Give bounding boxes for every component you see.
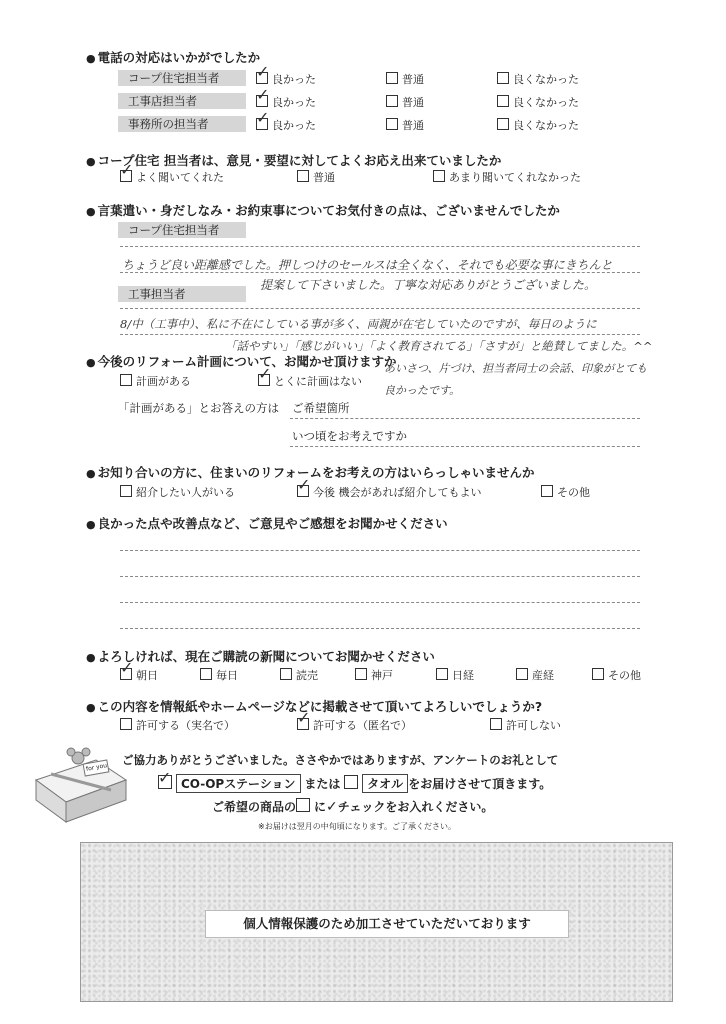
q1-coop-normal[interactable]: 普通 <box>386 72 424 86</box>
checkbox[interactable] <box>386 118 398 130</box>
q7-opt-asahi[interactable]: ✓朝日 <box>120 668 158 682</box>
divider <box>120 602 640 603</box>
q8-title: ● この内容を情報紙やホームページなどに掲載させて頂いてよろしいでしょうか? <box>86 697 542 715</box>
q6-title: ● 良かった点や改善点など、ご意見やご感想をお聞かせください <box>86 514 448 532</box>
checkbox[interactable] <box>280 668 292 680</box>
q4-title: ● 今後のリフォーム計画について、お聞かせ頂けますか <box>86 352 397 370</box>
gift-checkbox-coop[interactable] <box>158 775 172 789</box>
q8-opt-anonymous[interactable]: ✓ 許可する（匿名で） <box>297 718 412 732</box>
q3-label-coop: コープ住宅担当者 <box>118 222 246 238</box>
q2-opt-good[interactable]: ✓よく聞いてくれた <box>120 170 224 184</box>
checkbox[interactable] <box>120 170 132 182</box>
sample-box <box>296 798 310 812</box>
q1-title: ● 電話の対応はいかがでしたか <box>86 48 260 66</box>
q7-opt-yomiuri[interactable]: 読売 <box>280 668 318 682</box>
q1-label-office: 事務所の担当者 <box>118 116 246 132</box>
q4-plan-lead: 「計画がある」とお答えの方は <box>118 401 279 415</box>
divider <box>120 550 640 551</box>
checkbox[interactable] <box>433 170 445 182</box>
thanks-line1: ご協力ありがとうございました。ささやかではありますが、アンケートのお礼として <box>122 753 559 767</box>
q1-coop-bad[interactable]: 良くなかった <box>497 72 579 86</box>
q3-handwriting-2a: 8/中（工事中）、私に不在にしている事が多く、両親が在宅していたのですが、毎日のように <box>120 317 597 331</box>
q2-opt-normal[interactable]: 普通 <box>297 170 335 184</box>
q5-title: ● お知り合いの方に、住まいのリフォームをお考えの方はいらっしゃいませんか <box>86 463 535 481</box>
q8-opt-deny[interactable]: 許可しない <box>490 718 561 732</box>
checkbox[interactable] <box>436 668 448 680</box>
q7-title: ● よろしければ、現在ご購読の新聞についてお聞かせください <box>86 647 435 665</box>
divider <box>120 334 640 335</box>
checkbox[interactable] <box>541 485 553 497</box>
q1-contractor-normal[interactable]: 普通 <box>386 95 424 109</box>
q4-plan-when: いつ頃をお考えですか <box>292 429 407 443</box>
q5-opt-future[interactable]: ✓ 今後 機会があれば紹介してもよい <box>297 485 482 499</box>
gift-towel: タオル <box>362 774 408 793</box>
divider <box>120 628 640 629</box>
checkbox[interactable] <box>497 95 509 107</box>
divider <box>290 418 640 419</box>
checkbox[interactable] <box>497 118 509 130</box>
divider <box>120 272 640 273</box>
q3-label-contractor: 工事担当者 <box>118 286 246 302</box>
checkbox[interactable] <box>497 72 509 84</box>
q7-opt-mainichi[interactable]: 毎日 <box>200 668 238 682</box>
q7-opt-other[interactable]: その他 <box>592 668 641 682</box>
q4-opt-plan[interactable]: 計画がある <box>120 374 191 388</box>
gift-box-illustration <box>26 740 136 830</box>
checkmark-icon: ✓ <box>326 799 338 815</box>
checkbox[interactable] <box>120 718 132 730</box>
checkbox[interactable] <box>297 485 309 497</box>
checkbox[interactable] <box>256 118 268 130</box>
checkbox[interactable] <box>297 718 309 730</box>
q7-opt-nikkei[interactable]: 日経 <box>436 668 474 682</box>
gift-checkbox-towel[interactable] <box>344 775 358 789</box>
checkbox[interactable] <box>592 668 604 680</box>
delivery-note: ※お届けは翌月の中旬頃になります。ご了承ください。 <box>258 822 457 831</box>
q5-opt-other[interactable]: その他 <box>541 485 590 499</box>
divider <box>120 246 640 247</box>
divider <box>120 576 640 577</box>
checkbox[interactable] <box>256 95 268 107</box>
checkbox[interactable] <box>258 374 270 386</box>
q1-office-good[interactable]: ✓良かった <box>256 118 316 132</box>
divider <box>120 308 640 309</box>
divider <box>290 446 640 447</box>
q1-contractor-bad[interactable]: 良くなかった <box>497 95 579 109</box>
q3-title: ● 言葉遣い・身だしなみ・お約束事についてお気付きの点は、ございませんでしたか <box>86 201 560 219</box>
checkbox[interactable] <box>386 95 398 107</box>
gift-choice-line: ✓CO-OPステーション または タオル をお届けさせて頂きます。 <box>158 774 551 793</box>
q1-coop-good[interactable]: ✓良かった <box>256 72 316 86</box>
q1-office-normal[interactable]: 普通 <box>386 118 424 132</box>
q3-handwriting-2b: 「話やすい」「感じがいい」「よく教育されてる」「さすが」と絶賛してました。^^ <box>225 339 653 353</box>
q8-opt-realname[interactable]: 許可する（実名で） <box>120 718 235 732</box>
checkbox[interactable] <box>120 374 132 386</box>
privacy-notice: 個人情報保護のため加工させていただいております <box>205 910 569 938</box>
checkbox[interactable] <box>200 668 212 680</box>
checkbox[interactable] <box>120 668 132 680</box>
checkbox[interactable] <box>516 668 528 680</box>
checkbox[interactable] <box>297 170 309 182</box>
q4-opt-noplan[interactable]: ✓ とくに計画はない <box>258 374 362 388</box>
q2-title: ● コープ住宅 担当者は、意見・要望に対してよくお応え出来ていましたか <box>86 151 501 169</box>
checkbox[interactable] <box>256 72 268 84</box>
gift-coop-station: CO-OPステーション <box>176 774 301 793</box>
q1-label-coop: コープ住宅担当者 <box>118 70 246 86</box>
q5-opt-have[interactable]: 紹介したい人がいる <box>120 485 235 499</box>
q1-label-contractor: 工事店担当者 <box>118 93 246 109</box>
q3-handwriting-1a: ちょうど良い距離感でした。押しつけのセールスは全くなく、それでも必要な事にきちんと <box>122 258 613 272</box>
checkbox[interactable] <box>386 72 398 84</box>
thanks-line3: ご希望の商品の に✓チェックをお入れください。 <box>212 799 494 815</box>
gift-tag-text: for you <box>85 762 108 773</box>
q1-contractor-good[interactable]: ✓良かった <box>256 95 316 109</box>
q3-handwriting-1b: 提案して下さいました。丁寧な対応ありがとうございました。 <box>260 278 597 292</box>
q4-handnote-a: あいさつ、片づけ、担当者同士の会話、印象がとても <box>384 362 648 375</box>
q4-handnote-b: 良かったです。 <box>384 384 461 397</box>
q7-opt-sankei[interactable]: 産経 <box>516 668 554 682</box>
checkbox[interactable] <box>490 718 502 730</box>
q4-plan-place: ご希望箇所 <box>292 401 350 415</box>
q2-opt-bad[interactable]: あまり聞いてくれなかった <box>433 170 581 184</box>
checkbox[interactable] <box>355 668 367 680</box>
checkbox[interactable] <box>120 485 132 497</box>
q7-opt-kobe[interactable]: 神戸 <box>355 668 393 682</box>
q1-office-bad[interactable]: 良くなかった <box>497 118 579 132</box>
